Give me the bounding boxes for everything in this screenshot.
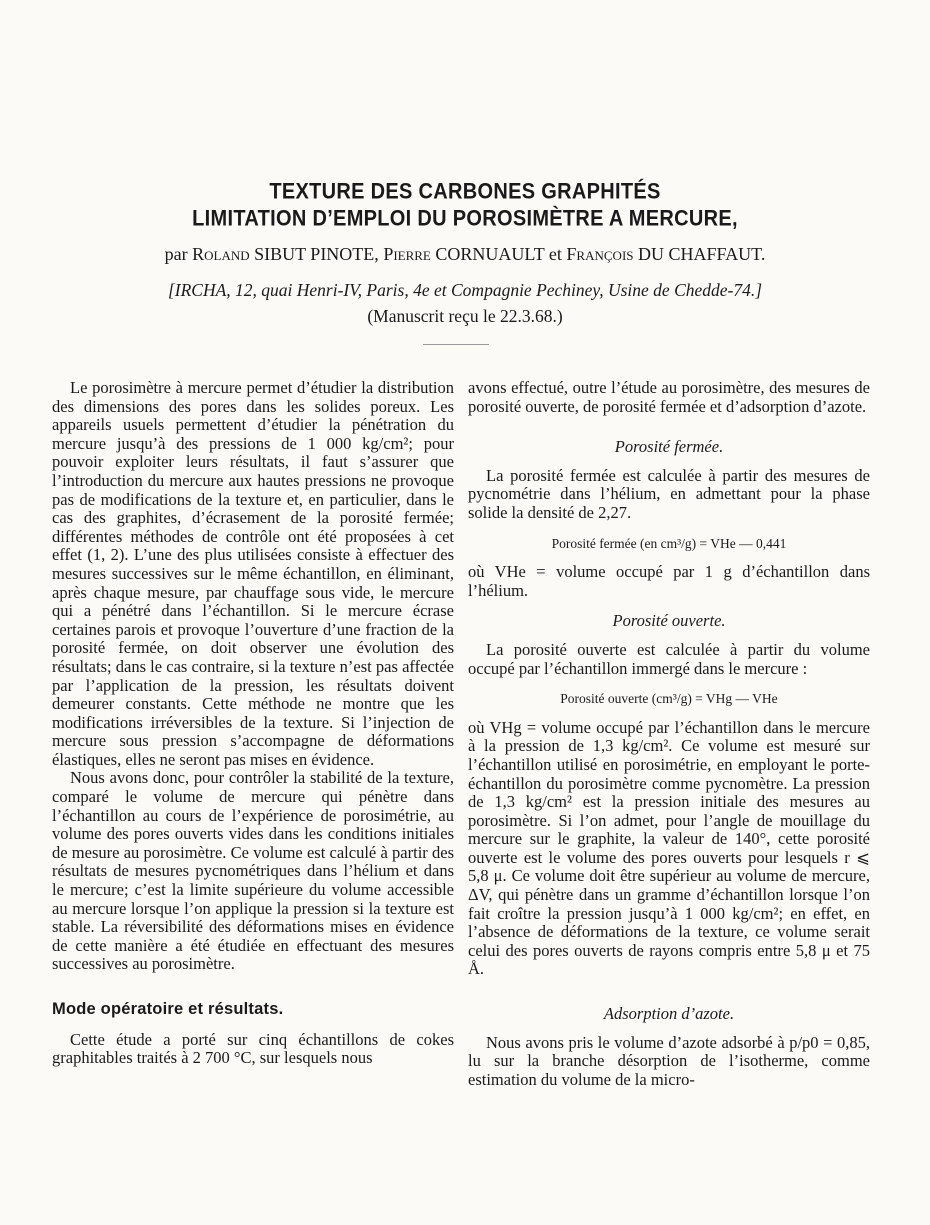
author-2-last: CORNUAULT xyxy=(435,244,545,264)
article-title-line-2: LIMITATION D’EMPLOI DU POROSIMÈTRE A MERCURE, xyxy=(192,206,738,232)
section-heading: Mode opératoire et résultats. xyxy=(52,1000,284,1018)
received-date: (Manuscrit reçu le 22.3.68.) xyxy=(367,306,563,326)
paragraph: Le porosimètre à mercure permet d’étudier la distribution des dimensions des pores dans les solides poreux. Les appareils usuels permettent d’étudier la pénétration du mercure jusqu’à des pressions de 1 000 kg/cm²; pour pouvoir exploiter leurs résultats, il faut s’assurer que l’introduction du mercure aux hautes pressions ne provoque pas de modifications de la texture et, en particulier, dans le cas des graphites, d’écrasement de la porosité fermée; différentes méthodes de contrôle ont été proposées à cet effet (1, 2). L’une des plus utilisées consiste à effectuer des mesures successives sur le même échantillon, en éliminant, après chaque mesure, par chauffage sous vide, le mercure qui a pénétré dans l’échantillon. Si le mercure écrase certaines parois et provoque l’ouverture d’une fraction de la porosité fermée, on doit observer une évolution des résultats; dans le cas contraire, si la texture n’est pas affectée par l’application de la pression, les résultats doivent demeurer constants. Cette méthode ne montre que les modifications irréversibles de la texture. Si l’injection de mercure sous pression s’accompagne de déformations élastiques, elles ne seront pas mises en évidence. xyxy=(52,378,454,769)
paragraph: où VHe = volume occupé par 1 g d’échantillon dans l’hélium. xyxy=(468,562,870,600)
title-separator xyxy=(423,344,489,345)
formula-closed-porosity: Porosité fermée (en cm³/g) = VHe — 0,441 xyxy=(551,535,787,551)
author-2-first: Pierre xyxy=(383,244,431,264)
paragraph: Nous avons donc, pour contrôler la stabilité de la texture, comparé le volume de mercure qui pénètre dans l’échantillon au cours de l’expérience de porosimétrie, au volume des pores ouverts vides dans les conditions initiales de mesure au porosimètre. Ce volume est calculé à partir des résultats de mesures pycnométriques dans l’hélium et dans le mercure; c’est la limite supérieure du volume accessible au mercure lorsque l’on applique la pression si la texture est stable. La réversibilité des déformations mises en évidence de cette manière a été étudiée en effectuant des mesures successives au porosimètre. xyxy=(52,768,454,974)
author-1-first: Roland xyxy=(192,244,250,264)
paragraph: Cette étude a porté sur cinq échantillons de cokes graphitables traités à 2 700 °C, sur lesquels nous xyxy=(52,1029,454,1068)
right-column xyxy=(468,379,870,1089)
subsection-heading: Porosité ouverte. xyxy=(612,611,726,631)
subsection-heading: Adsorption d’azote. xyxy=(603,1004,735,1024)
author-1-last: SIBUT PINOTE, xyxy=(254,244,379,264)
paragraph: La porosité ouverte est calculée à partir du volume occupé par l’échantillon immergé dans le mercure : xyxy=(468,639,870,678)
formula-open-porosity: Porosité ouverte (cm³/g) = VHg — VHe xyxy=(560,691,778,707)
paragraph: Nous avons pris le volume d’azote adsorbé à p/p0 = 0,85, lu sur la branche désorption de l’isotherme, comme estimation du volume de la micro- xyxy=(468,1032,870,1089)
left-column xyxy=(52,379,454,1068)
author-3-last: DU CHAFFAUT. xyxy=(638,244,766,264)
paragraph: La porosité fermée est calculée à partir des mesures de pycnométrie dans l’hélium, en admettant pour la phase solide la densité de 2,27. xyxy=(468,465,870,522)
author-3-first: François xyxy=(566,244,634,264)
affiliation: [IRCHA, 12, quai Henri-IV, Paris, 4e et Compagnie Pechiney, Usine de Chedde-74.] xyxy=(167,280,763,300)
subsection-heading: Porosité fermée. xyxy=(614,437,724,457)
authors-par: par xyxy=(164,244,188,264)
authors-et: et xyxy=(548,244,562,264)
article-title-line-1: TEXTURE DES CARBONES GRAPHITÉS xyxy=(269,179,661,205)
paragraph: avons effectué, outre l’étude au porosimètre, des mesures de porosité ouverte, de porosité fermée et d’adsorption d’azote. xyxy=(468,378,870,416)
paragraph: où VHg = volume occupé par l’échantillon dans le mercure à la pression de 1,3 kg/cm². Ce volume est mesuré sur l’échantillon utilisé en porosimétrie, en employant le porte-échantillon du porosimètre comme pycnomètre. La pression de 1,3 kg/cm² est la pression initiale des mesures au porosimètre. Si l’on admet, pour l’angle de mouillage du mercure sur le graphite, la valeur de 140°, cette porosité ouverte est le volume des pores ouverts pour lesquels r ⩽ 5,8 μ. Ce volume doit être supérieur au volume de mercure, ΔV, qui pénètre dans un gramme d’échantillon lorsque l’on fait croître la pression jusqu’à 1 000 kg/cm²; en effet, en l’absence de déformations de la texture, ce volume serait celui des pores ouverts de rayons compris entre 5,8 μ et 75 Å. xyxy=(468,717,870,979)
authors-line xyxy=(0,244,930,265)
